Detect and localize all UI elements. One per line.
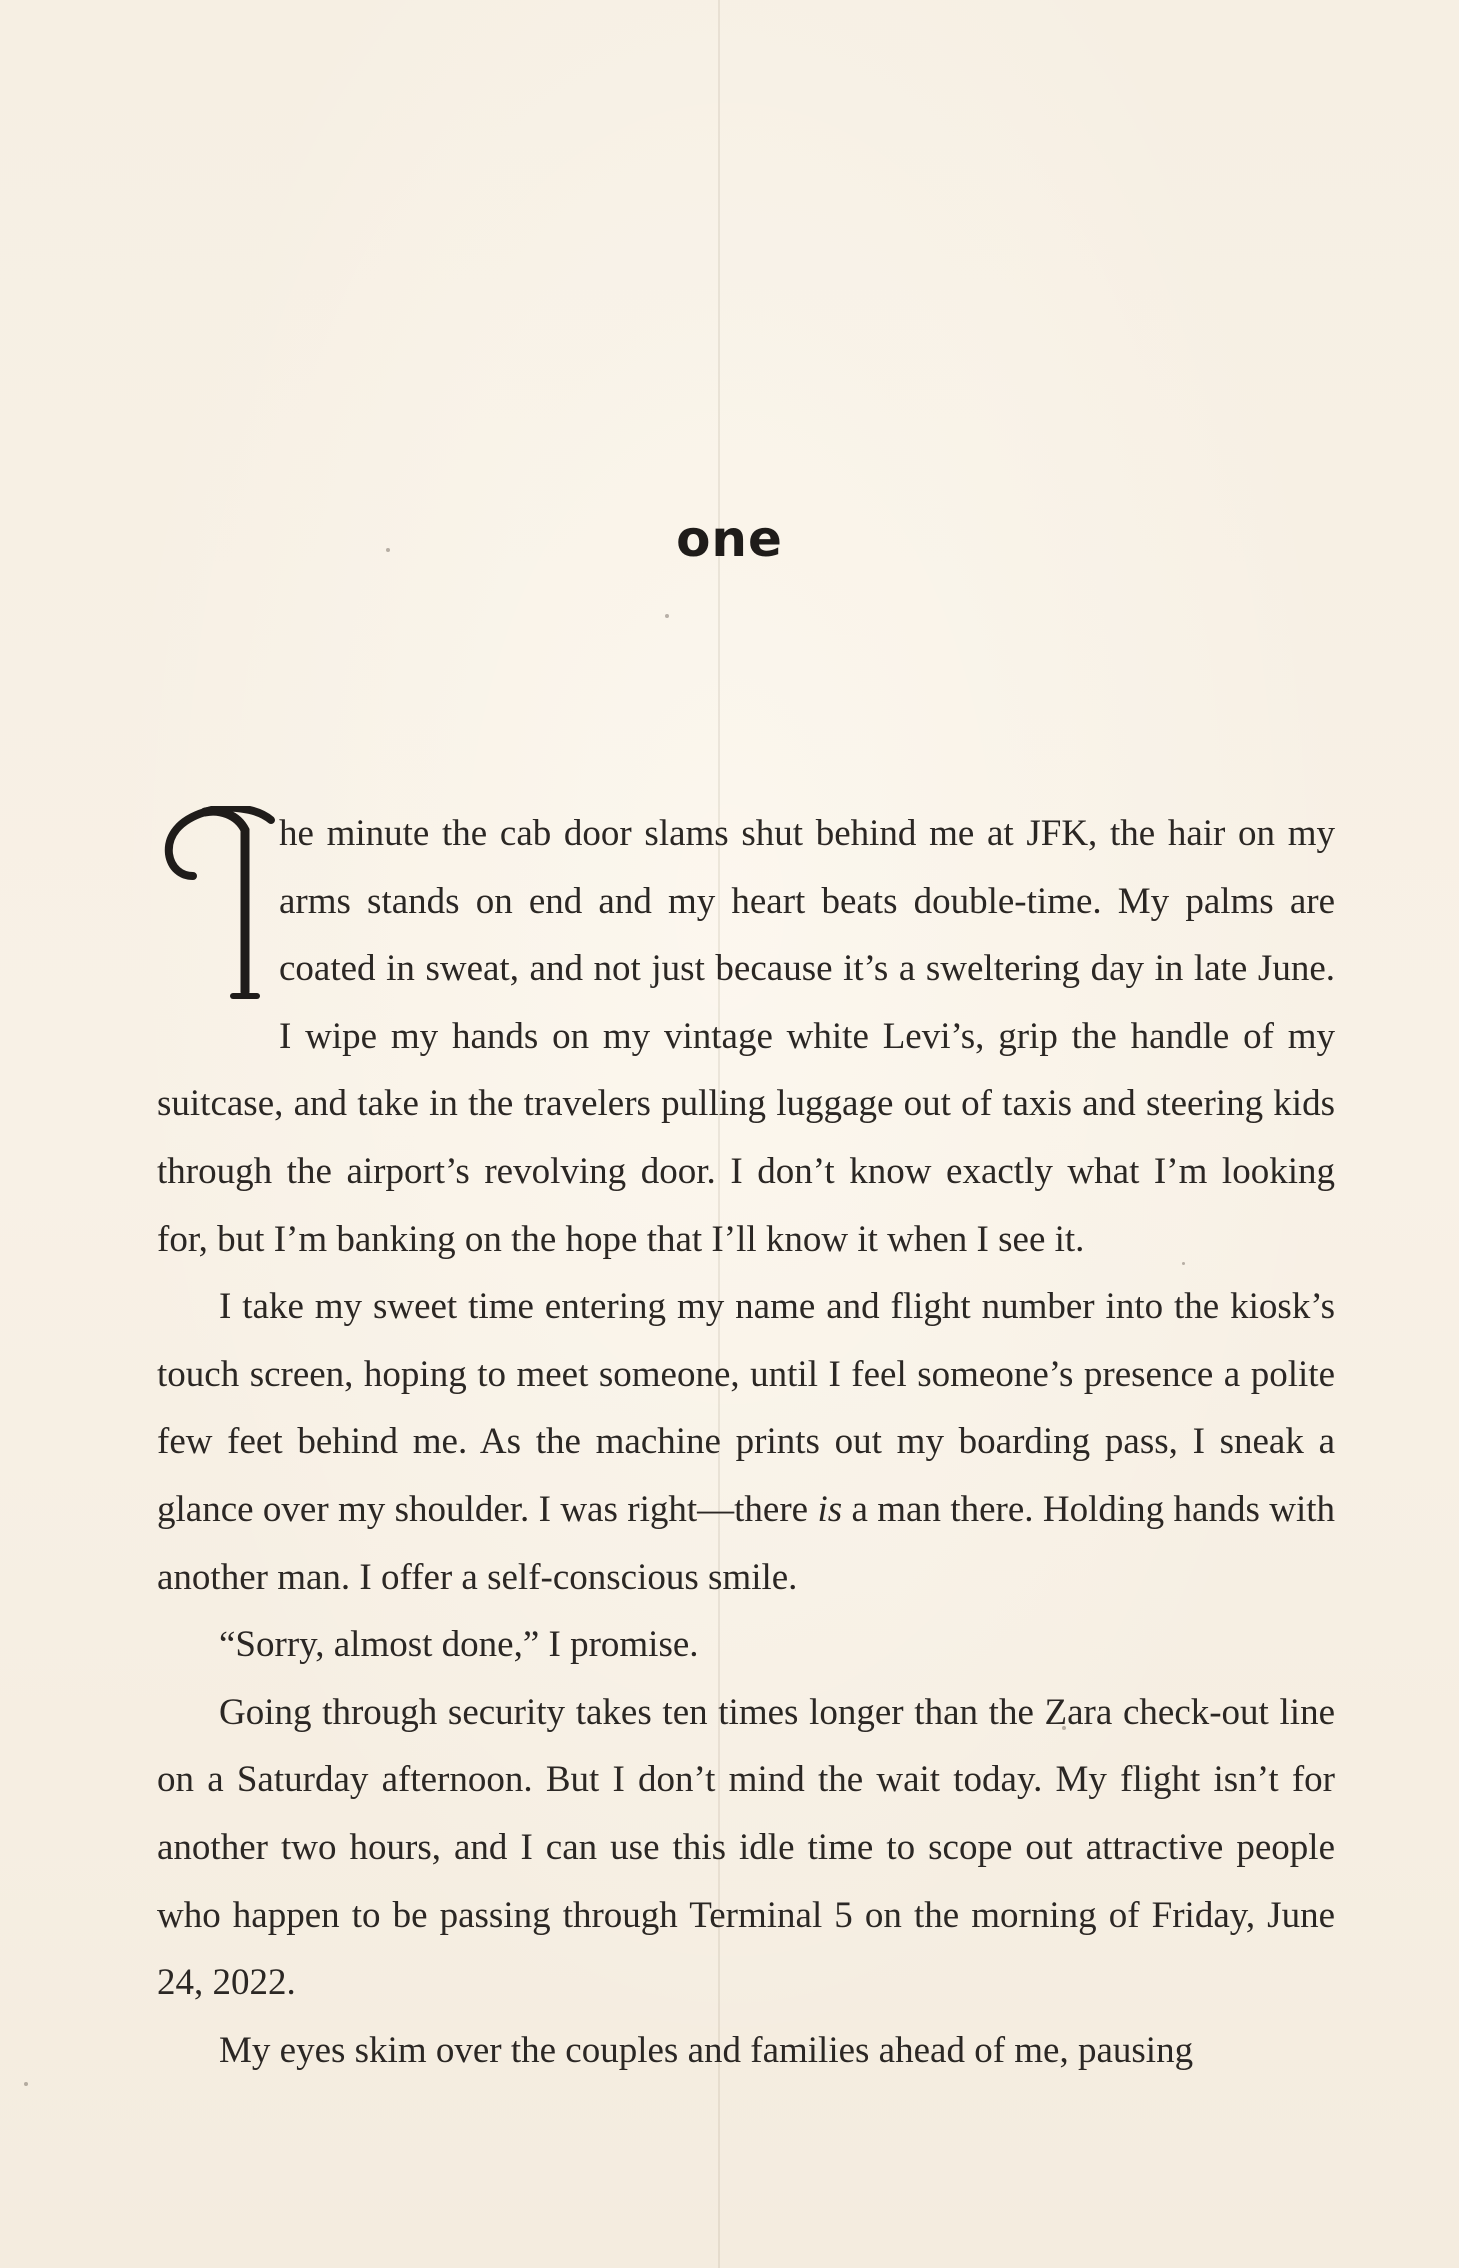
paragraph-3: “Sorry, almost done,” I promise. [219, 1624, 699, 1666]
paragraph-1 [157, 800, 1335, 1273]
paragraph-text: he minute the cab door slams shut behind me at JFK, the hair on my arms stands on end and my heart beats double-time. My palms are coated in sweat, and not just because it’s a sweltering day in late June. I wipe my hands on my vintage white Levi’s, grip the handle of my suitcase, and take in the travelers pulling luggage out of taxis and steering kids through the airport’s revolving door. I don’t know exactly what I’m looking for, but I’m banking on the hope that I’ll know it when I see it. [157, 813, 1335, 1260]
paper-speck [24, 2082, 28, 2086]
paper-speck [665, 614, 669, 618]
drop-cap-t-glyph [157, 806, 275, 1012]
paragraph-2: I take my sweet time entering my name and flight number into the kiosk’s touch screen, hoping to meet someone, until I feel someone’s presence a polite few feet behind me. As the machine prints out my boarding pass, I sneak a glance over my shoulder. I was right—there is a man there. Holding hands with another man. I offer a self-conscious smile. [157, 1286, 1336, 1598]
paragraph-5: My eyes skim over the couples and families ahead of me, pausing [219, 2029, 1194, 2071]
paragraph-4: Going through security takes ten times longer than the Zara check-out line on a Saturday afternoon. But I don’t mind the wait today. My flight isn’t for another two hours, and I can use this idle time to scope out attractive people who happen to be passing through Terminal 5 on the morning of Friday, June 24, 2022. [157, 1691, 1335, 2004]
emphasis: is [817, 1488, 843, 1530]
chapter-text [157, 800, 1335, 2084]
chapter-title: one [676, 510, 783, 568]
drop-cap [157, 806, 275, 1012]
